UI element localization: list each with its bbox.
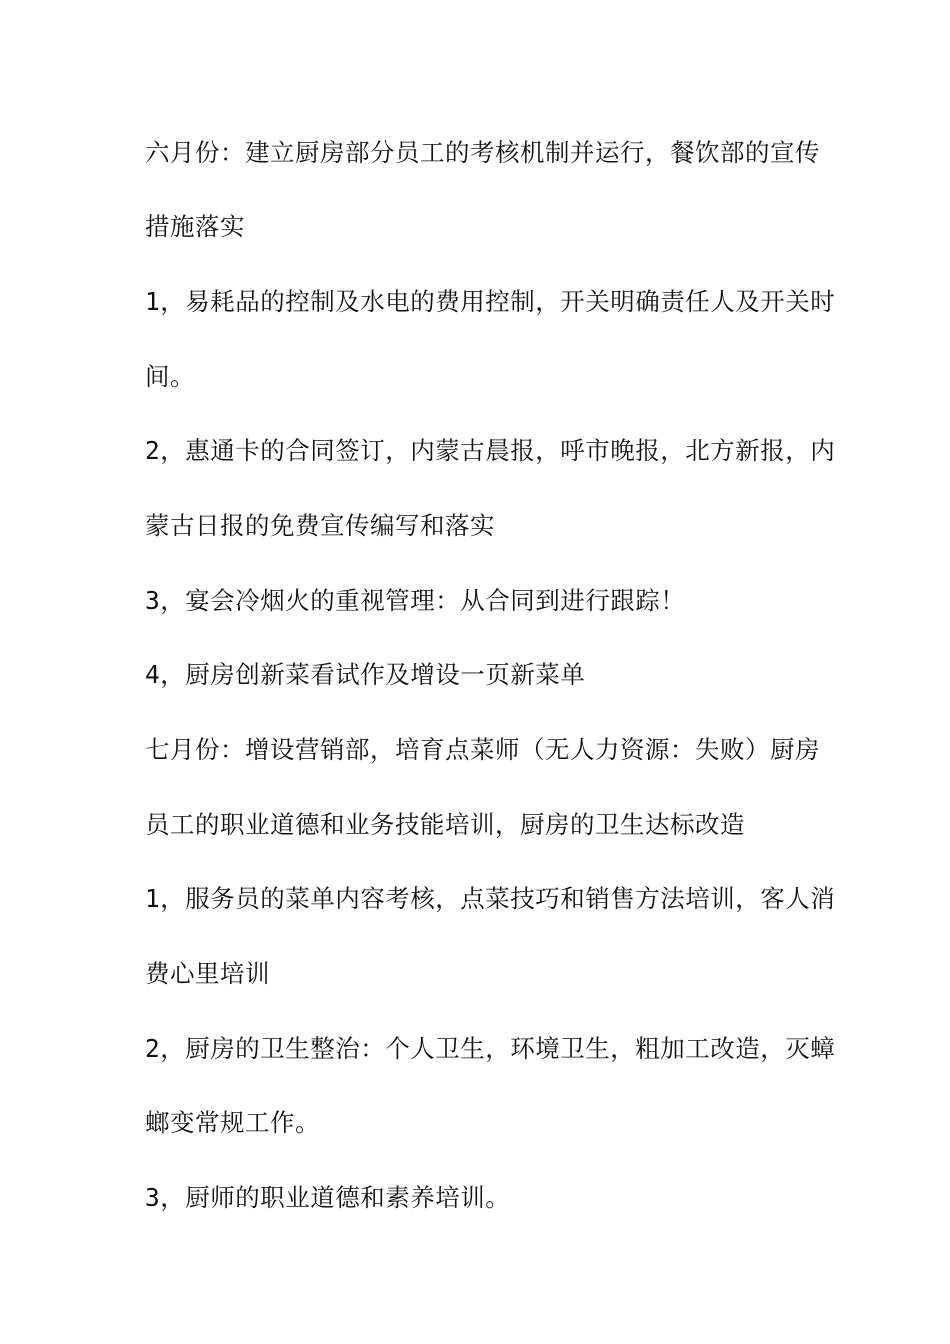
text-line: 措施落实: [145, 212, 245, 241]
text-line: 间。: [145, 362, 195, 391]
text-line: 员工的职业道德和业务技能培训，厨房的卫生达标改造: [145, 810, 745, 839]
text-line: 3，厨师的职业道德和素养培训。: [145, 1183, 511, 1212]
text-line: 六月份：建立厨房部分员工的考核机制并运行，餐饮部的宣传: [145, 138, 820, 167]
text-line: 蒙古日报的免费宣传编写和落实: [145, 511, 495, 540]
text-line: 费心里培训: [145, 959, 270, 988]
text-line: 2，惠通卡的合同签订，内蒙古晨报，呼市晚报，北方新报，内: [145, 436, 836, 465]
text-line: 3，宴会冷烟火的重视管理：从合同到进行跟踪！: [145, 586, 686, 615]
text-line: 1，易耗品的控制及水电的费用控制，开关明确责任人及开关时: [145, 287, 836, 316]
text-line: 4，厨房创新菜看试作及增设一页新菜单: [145, 660, 586, 689]
text-line: 2，厨房的卫生整治：个人卫生，环境卫生，粗加工改造，灭蟑: [145, 1034, 836, 1063]
text-line: 1，服务员的菜单内容考核，点菜技巧和销售方法培训，客人消: [145, 884, 836, 913]
text-line: 螂变常规工作。: [145, 1108, 320, 1137]
text-line: 七月份：增设营销部，培育点菜师（无人力资源：失败）厨房: [145, 735, 820, 764]
